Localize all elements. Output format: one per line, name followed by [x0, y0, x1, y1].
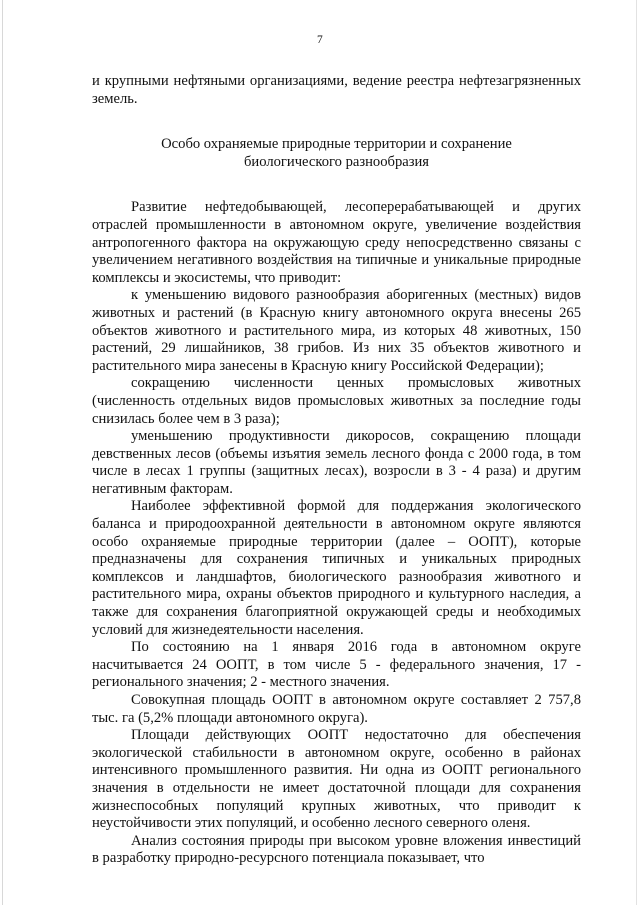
paragraph-species-diversity: к уменьшению видового разнообразия аборигенных (местных) видов животных и растений (в Красную книгу автономного округа внесены 265 объектов животного и растительного мира, из которых 48 животных, 150 растений, 29 лишайников, 38 грибов. Из них 35 объектов животного и растительного мира занесены в Красную книгу Российской Федерации); [92, 287, 581, 374]
section-heading [92, 136, 581, 171]
paragraph-oopt-area: Совокупная площадь ООПТ в автономном округе составляет 2 757,8 тыс. га (5,2% площади автономного округа). [92, 692, 581, 726]
section-heading-line-1: Особо охраняемые природные территории и сохранение [161, 136, 512, 153]
paragraph-wild-plants: уменьшению продуктивности дикоросов, сокращению площади девственных лесов (объемы изъятия земель лесного фонда с 2000 года, в том числе в лесах 1 группы (защитных лесах), возросли в 3 - 4 раза) и другим негативным факторам. [92, 428, 581, 497]
continuation-paragraph: и крупными нефтяными организациями, ведение реестра нефтезагрязненных земель. [92, 73, 581, 107]
page-number: 7 [317, 34, 323, 46]
paragraph-analysis: Анализ состояния природы при высоком уровне вложения инвестиций в разработку природно-ресурсного потенциала показывает, что [92, 832, 581, 867]
paragraph-oopt-count: По состоянию на 1 января 2016 года в автономном округе насчитывается 24 ООПТ, в том числе 5 - федерального значения, 17 - регионального значения; 2 - местного значения. [92, 639, 581, 691]
scan-edge-right [636, 0, 637, 905]
scan-edge-left [2, 0, 3, 905]
paragraph-game-animals: сокращению численности ценных промысловых животных (численность отдельных видов промысловых животных за последние годы снизилась более чем в 3 раза); [92, 375, 581, 427]
paragraph-insufficient-area: Площади действующих ООПТ недостаточно для обеспечения экологической стабильности в автономном округе, особенно в районах интенсивного промышленного развития. Ни одна из ООПТ регионального значения в отдельности не имеет достаточной площади для сохранения жизнеспособных популяций крупных животных, что приводит к неустойчивости этих популяций, и особенно лесного северного оленя. [92, 727, 581, 832]
paragraph-protected-areas: Наиболее эффективной формой для поддержания экологического баланса и природоохранной деятельности в автономном округе являются особо охраняемые природные территории (далее – ООПТ), которые предназначены для сохранения типичных и уникальных природных комплексов и ландшафтов, биологического разнообразия животного и растительного мира, охраны объектов природного и культурного наследия, а также для сохранения благоприятной окружающей среды и необходимых условий для жизнедеятельности населения. [92, 498, 581, 638]
paragraph-development: Развитие нефтедобывающей, лесоперерабатывающей и других отраслей промышленности в автономном округе, увеличение воздействия антропогенного фактора на окружающую среду непосредственно связаны с увеличением негативного воздействия на типичные и уникальные природные комплексы и экосистемы, что приводит: [92, 199, 581, 286]
section-heading-line-2: биологического разнообразия [243, 153, 429, 170]
document-body [92, 73, 581, 868]
